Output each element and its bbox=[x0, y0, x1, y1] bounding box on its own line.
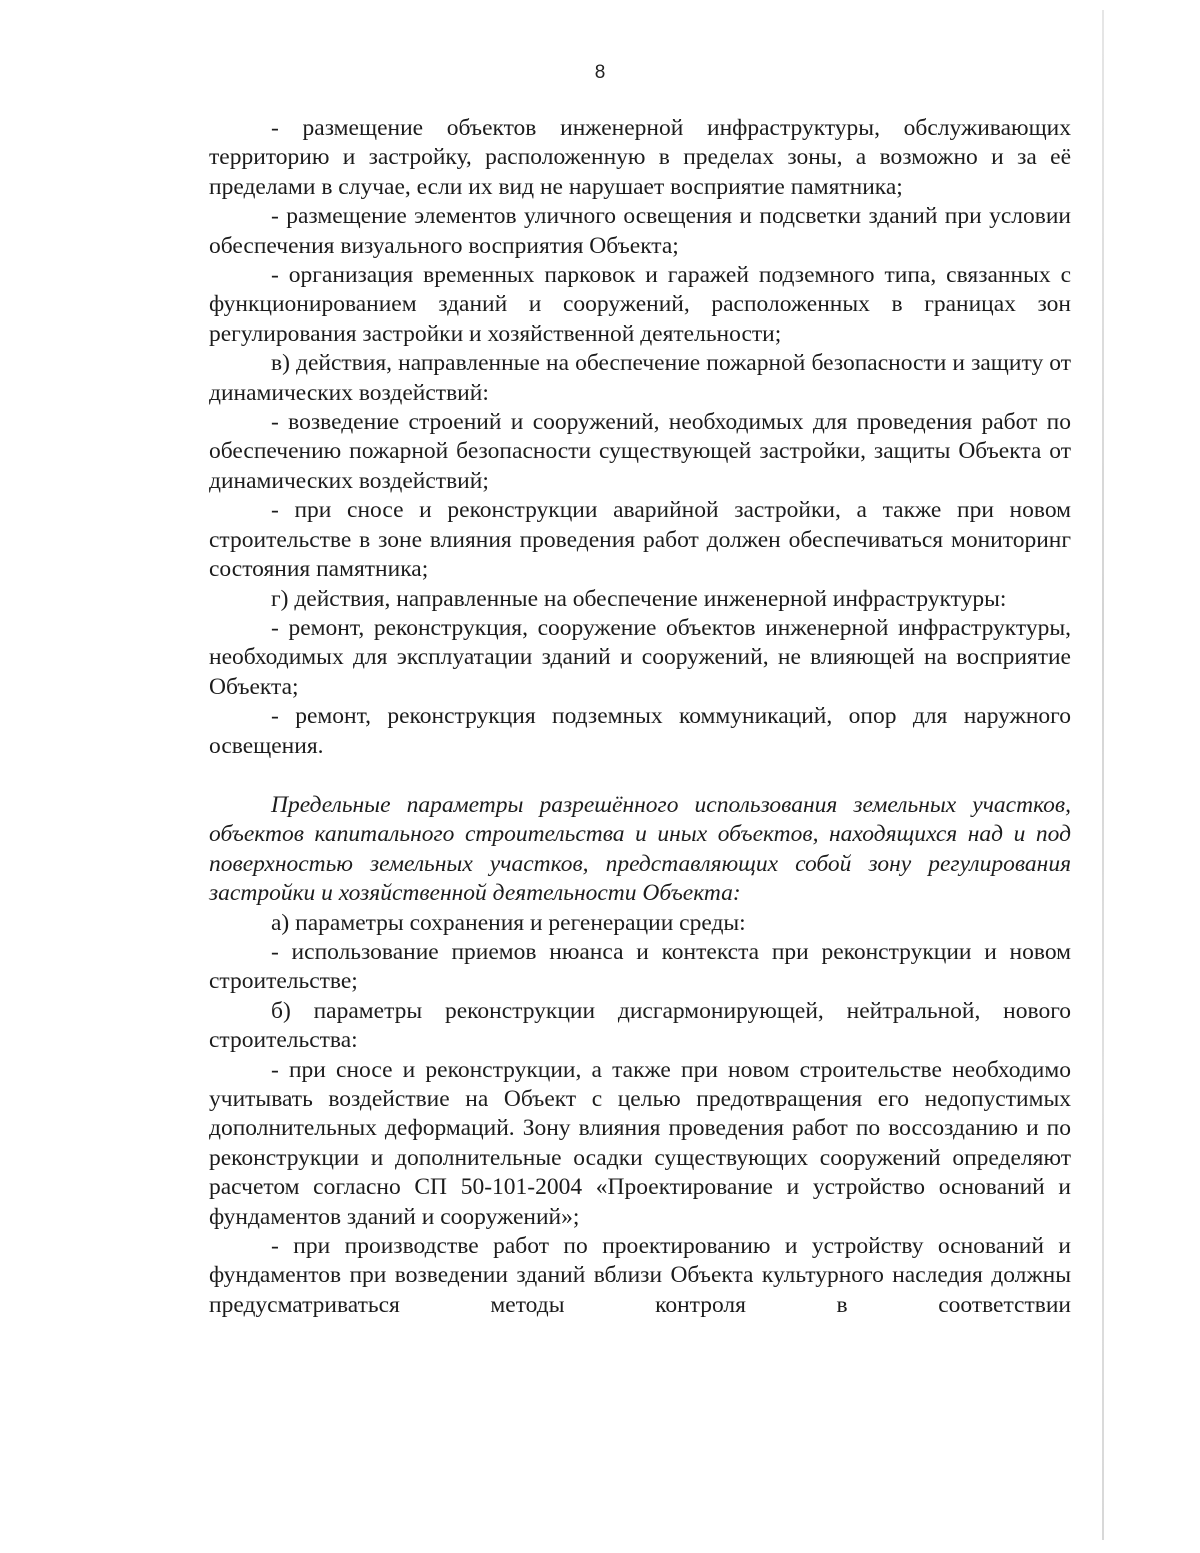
paragraph: - ремонт, реконструкция, сооружение объектов инженерной инфраструктуры, необходимых для эксплуатации зданий и сооружений, не влияющей на восприятие Объекта; bbox=[209, 614, 1071, 700]
paragraph: - возведение строений и сооружений, необходимых для проведения работ по обеспечению пожарной безопасности существующей застройки, защиты Объекта от динамических воздействий; bbox=[209, 409, 1071, 494]
scan-page-edge bbox=[1102, 10, 1104, 1540]
paragraph: - размещение объектов инженерной инфраструктуры, обслуживающих территорию и застройку, расположенную в пределах зоны, а возможно и за её пределами в случае, если их вид не нарушает восприятие памятника; bbox=[209, 115, 1071, 200]
document-body bbox=[209, 114, 1071, 1320]
paragraph: б) параметры реконструкции дисгармонирующей, нейтральной, нового строительства: bbox=[209, 997, 1071, 1054]
paragraph: - использование приемов нюанса и контекста при реконструкции и новом строительстве; bbox=[209, 938, 1071, 995]
paragraph: в) действия, направленные на обеспечение пожарной безопасности и защиту от динамических воздействий: bbox=[209, 350, 1071, 406]
paragraph: - ремонт, реконструкция подземных коммуникаций, опор для наружного освещения. bbox=[209, 703, 1071, 759]
paragraph: - при производстве работ по проектированию и устройству оснований и фундаментов при возведении зданий вблизи Объекта культурного наследия должны предусматриваться методы контроля в соответствии bbox=[209, 1233, 1071, 1318]
paragraph: - размещение элементов уличного освещения и подсветки зданий при условии обеспечения визуального восприятия Объекта; bbox=[209, 203, 1071, 259]
paragraph: - организация временных парковок и гаражей подземного типа, связанных с функционированием зданий и сооружений, расположенных в границах зон регулирования застройки и хозяйственной деятельности; bbox=[209, 262, 1071, 347]
paragraph: г) действия, направленные на обеспечение инженерной инфраструктуры: bbox=[271, 585, 1007, 612]
paragraph: - при сносе и реконструкции, а также при новом строительстве необходимо учитывать воздействие на Объект с целью предотвращения его недопустимых дополнительных деформаций. Зону влияния проведения работ по воссозданию и по реконструкции и дополнительные осадки существующих сооружений определяют расчетом согласно СП 50-101-2004 «Проектирование и устройство оснований и фундаментов зданий и сооружений»; bbox=[209, 1056, 1071, 1230]
paragraph: - при сносе и реконструкции аварийной застройки, а также при новом строительстве в зоне влияния проведения работ должен обеспечиваться мониторинг состояния памятника; bbox=[209, 497, 1071, 583]
paragraph: а) параметры сохранения и регенерации среды: bbox=[271, 909, 746, 936]
section-heading: Предельные параметры разрешённого использования земельных участков, объектов капитального строительства и иных объектов, находящихся над и под поверхностью земельных участков, представляющих собой зону регулирования застройки и хозяйственной деятельности Объекта: bbox=[209, 791, 1071, 907]
page-number: 8 bbox=[594, 62, 606, 83]
